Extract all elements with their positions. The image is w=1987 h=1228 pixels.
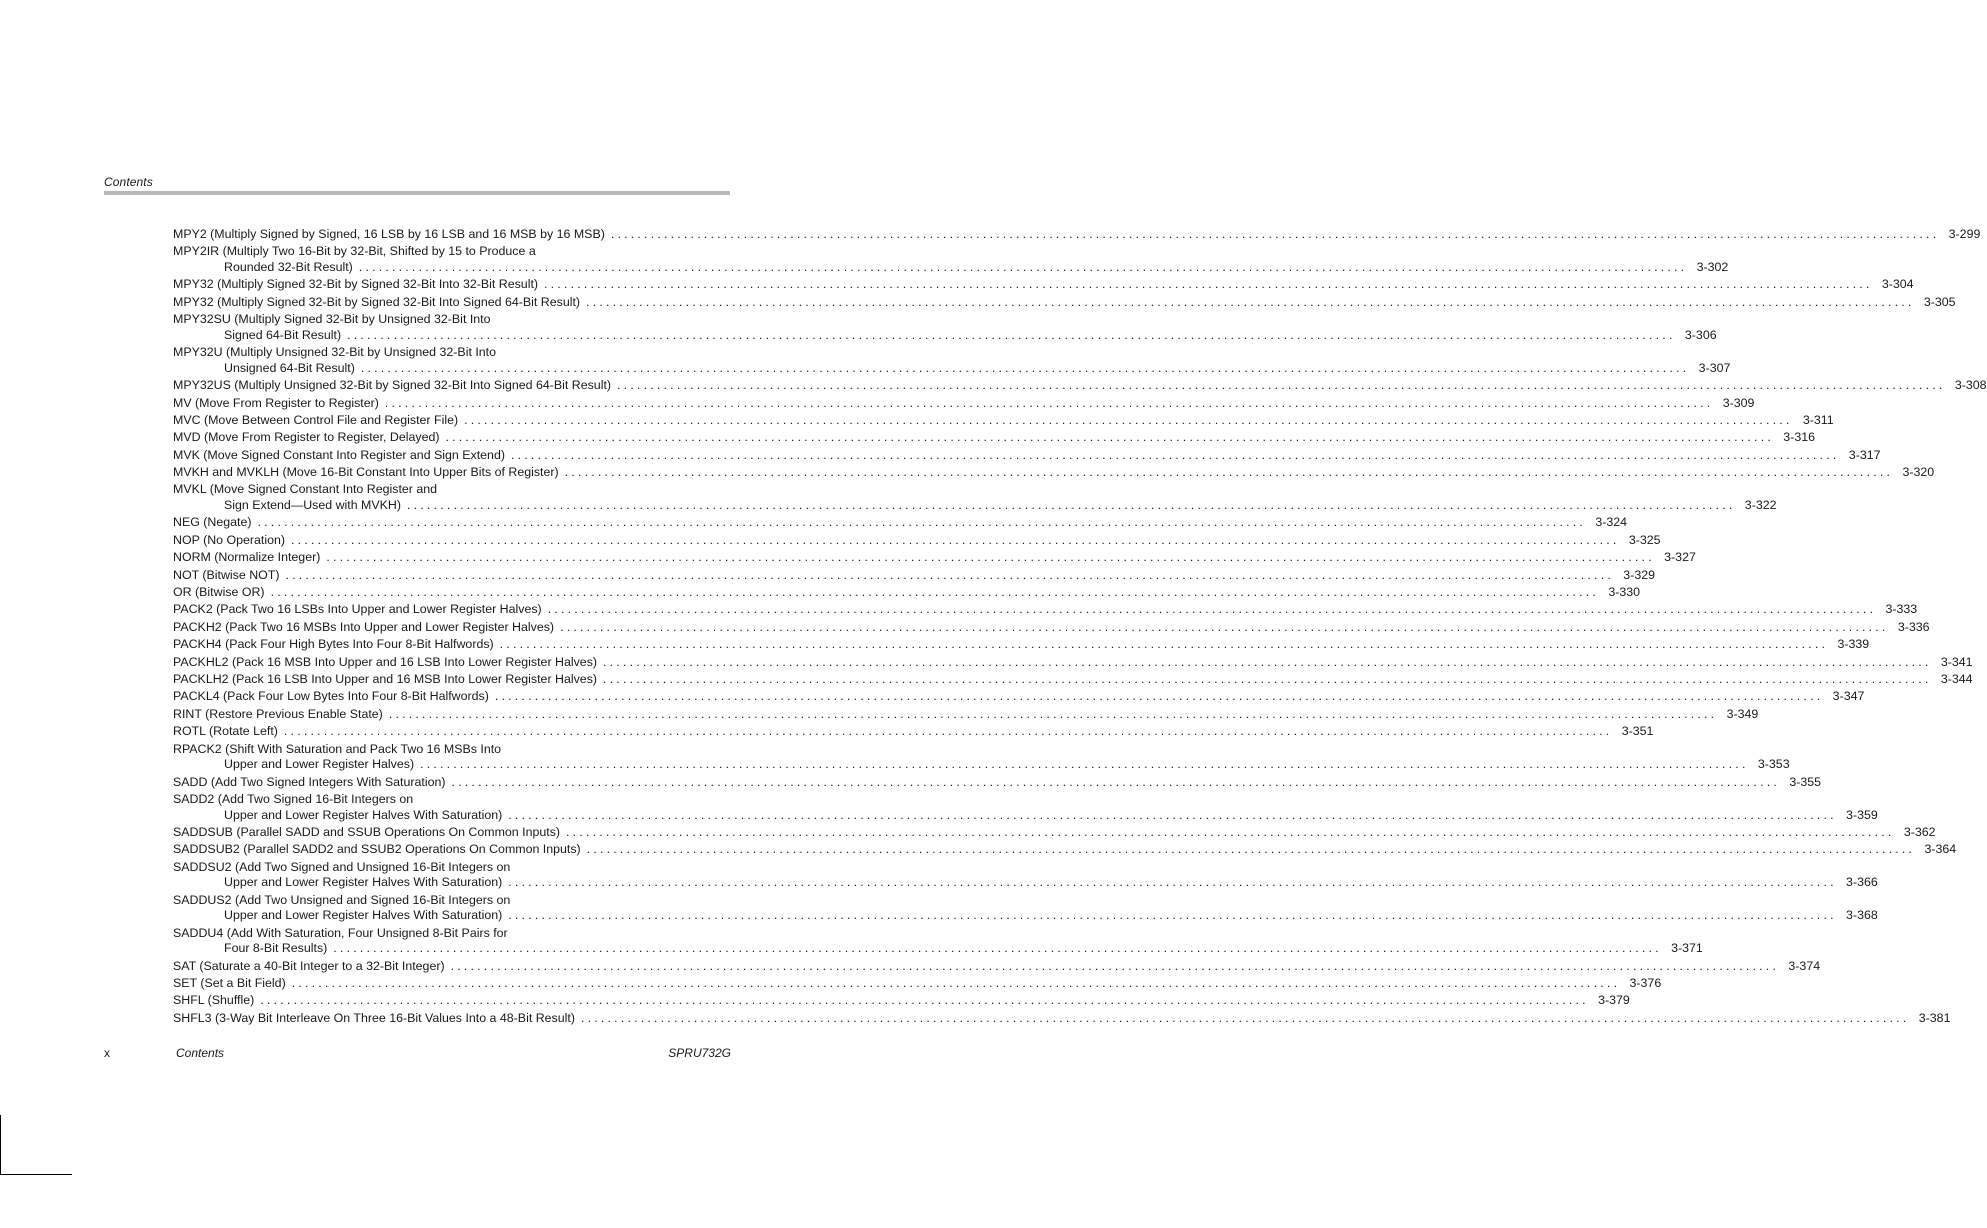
- toc-entry-title-line: [173, 482, 733, 498]
- toc-entry-text: Four 8-Bit Results): [224, 941, 328, 956]
- toc-entry[interactable]: [173, 925, 1703, 957]
- crop-mark-vertical: [0, 1115, 1, 1175]
- toc-entry-title-line: [173, 976, 1662, 992]
- toc-entry-text: MV (Move From Register to Register): [173, 395, 379, 410]
- toc-entry-page-number: 3-349: [1726, 706, 1759, 721]
- running-header-title: Contents: [104, 175, 153, 189]
- toc-entry-text: MPY32SU (Multiply Signed 32-Bit by Unsigned 32-Bit Into: [173, 312, 491, 327]
- toc-entry-text: RINT (Restore Previous Enable State): [173, 706, 383, 721]
- dot-leader: ........................................................................................................................................................................................................: [560, 619, 1889, 634]
- toc-entry-title-line: [173, 958, 1821, 975]
- toc-entry-page-number: 3-364: [1924, 842, 1957, 857]
- toc-entry-page-number: 3-371: [1671, 941, 1703, 956]
- toc-entry[interactable]: [173, 654, 1973, 671]
- toc-entry-title-line: [173, 619, 1930, 636]
- dot-leader: ........................................................................................................................................................................................................: [260, 993, 1589, 1008]
- toc-entry[interactable]: [173, 378, 1987, 394]
- toc-entry-title-line: [173, 430, 1815, 446]
- toc-entry-page-number: 3-333: [1885, 602, 1918, 617]
- dot-leader: ........................................................................................................................................................................................................: [291, 532, 1620, 547]
- dot-leader: ........................................................................................................................................................................................................: [358, 259, 1688, 274]
- toc-entry-text: PACKH4 (Pack Four High Bytes Into Four 8-Bit Halfwords): [173, 637, 494, 652]
- dot-leader: ........................................................................................................................................................................................................: [603, 671, 1932, 686]
- toc-entry[interactable]: [173, 774, 1822, 791]
- toc-entry-page-number: 3-379: [1598, 993, 1630, 1008]
- toc-entry-page-number: 3-316: [1783, 430, 1815, 445]
- dot-leader: ........................................................................................................................................................................................................: [451, 774, 1781, 789]
- dot-leader: ........................................................................................................................................................................................................: [285, 567, 1614, 582]
- dot-leader: ........................................................................................................................................................................................................: [508, 908, 1837, 923]
- toc-entry-title-line: [173, 532, 1661, 549]
- toc-entry-text: MVKL (Move Signed Constant Into Register and: [173, 482, 438, 497]
- toc-entry-page-number: 3-351: [1621, 724, 1654, 739]
- toc-entry-continuation-line: [173, 360, 1731, 377]
- toc-entry-text: SET (Set a Bit Field): [173, 976, 286, 991]
- toc-entry-text: MPY32 (Multiply Signed 32-Bit by Signed 32-Bit Into Signed 64-Bit Result): [173, 294, 581, 309]
- toc-entry-page-number: 3-330: [1608, 585, 1641, 600]
- toc-entry-page-number: 3-381: [1918, 1010, 1951, 1025]
- toc-entry[interactable]: [173, 294, 1956, 311]
- toc-entry-text: ROTL (Rotate Left): [173, 724, 278, 739]
- toc-entry[interactable]: [173, 689, 1865, 705]
- footer-title: Contents: [176, 1046, 225, 1060]
- toc-entry[interactable]: [173, 447, 1881, 464]
- toc-entry-title-line: [173, 345, 733, 361]
- dot-leader: ........................................................................................................................................................................................................: [547, 602, 1877, 617]
- toc-entry-page-number: 3-368: [1846, 908, 1878, 923]
- toc-entry-title-line: [173, 993, 1630, 1009]
- toc-entry-text: MPY32 (Multiply Signed 32-Bit by Signed 32-Bit Into 32-Bit Result): [173, 277, 539, 292]
- toc-entry-title-line: [173, 465, 1935, 481]
- toc-entry-continuation-line: [173, 259, 1729, 276]
- dot-leader: ........................................................................................................................................................................................................: [494, 689, 1824, 704]
- toc-entry-title-line: [173, 244, 733, 260]
- toc-entry-title-line: [173, 824, 1936, 841]
- toc-entry-text: Upper and Lower Register Halves): [224, 757, 415, 772]
- toc-entry[interactable]: [173, 602, 1918, 618]
- toc-entry[interactable]: [173, 859, 1878, 891]
- dot-leader: ........................................................................................................................................................................................................: [445, 430, 1774, 445]
- toc-entry-text: Signed 64-Bit Result): [224, 327, 342, 342]
- toc-entry-text: PACKLH2 (Pack 16 LSB Into Upper and 16 MSB Into Lower Register Halves): [173, 671, 598, 686]
- dot-leader: ........................................................................................................................................................................................................: [508, 807, 1837, 822]
- toc-entry-title-line: [173, 550, 1696, 566]
- toc-entry-page-number: 3-325: [1628, 532, 1661, 547]
- toc-entry-title-line: [173, 860, 733, 876]
- dot-leader: ........................................................................................................................................................................................................: [603, 654, 1932, 669]
- toc-entry-page-number: 3-341: [1940, 654, 1973, 669]
- toc-entry-title-line: [173, 774, 1822, 791]
- toc-entry-title-line: [173, 724, 1654, 740]
- toc-entry-text: PACKHL2 (Pack 16 MSB Into Upper and 16 LSB Into Lower Register Halves): [173, 654, 598, 669]
- dot-leader: ........................................................................................................................................................................................................: [586, 294, 1915, 309]
- toc-entry-text: MPY2IR (Multiply Two 16-Bit by 32-Bit, Shifted by 15 to Produce a: [173, 244, 536, 259]
- dot-leader: ........................................................................................................................................................................................................: [499, 637, 1829, 652]
- toc-entry-page-number: 3-327: [1664, 550, 1696, 565]
- toc-entry-page-number: 3-306: [1684, 327, 1717, 342]
- toc-entry-title-line: [173, 742, 733, 758]
- toc-entry[interactable]: [173, 1010, 1951, 1027]
- toc-entry[interactable]: [173, 976, 1662, 992]
- toc-entry-page-number: 3-299: [1948, 227, 1981, 241]
- toc-entry[interactable]: [173, 550, 1696, 566]
- dot-leader: ........................................................................................................................................................................................................: [257, 515, 1587, 530]
- toc-entry[interactable]: [173, 741, 1790, 773]
- dot-leader: ........................................................................................................................................................................................................: [283, 724, 1613, 739]
- toc-entry-text: Upper and Lower Register Halves With Saturation): [224, 875, 503, 890]
- crop-mark-horizontal: [0, 1174, 72, 1175]
- dot-leader: ........................................................................................................................................................................................................: [270, 585, 1600, 600]
- toc-entry-text: MPY2 (Multiply Signed by Signed, 16 LSB by 16 LSB and 16 MSB by 16 MSB): [173, 227, 605, 241]
- toc-entry-text: SADDSUB (Parallel SADD and SSUB Operations On Common Inputs): [173, 824, 561, 839]
- dot-leader: ........................................................................................................................................................................................................: [544, 277, 1873, 292]
- toc-entry-continuation-line: [173, 498, 1777, 514]
- toc-entry-text: SADD2 (Add Two Signed 16-Bit Integers on: [173, 791, 414, 806]
- toc-entry-page-number: 3-317: [1848, 447, 1881, 462]
- dot-leader: ........................................................................................................................................................................................................: [564, 465, 1894, 480]
- toc-entry-title-line: [173, 312, 733, 328]
- toc-entry-text: Unsigned 64-Bit Result): [224, 360, 355, 375]
- toc-entry-page-number: 3-302: [1696, 259, 1729, 274]
- toc-entry-page-number: 3-362: [1903, 824, 1936, 839]
- toc-entry[interactable]: [173, 637, 1870, 653]
- toc-entry-text: MVD (Move From Register to Register, Delayed): [173, 430, 440, 445]
- toc-entry-title-line: [173, 842, 1957, 858]
- toc-entry-text: MVKH and MVKLH (Move 16-Bit Constant Into Upper Bits of Register): [173, 465, 559, 480]
- dot-leader: ........................................................................................................................................................................................................: [450, 958, 1780, 973]
- toc-entry-page-number: 3-353: [1757, 757, 1790, 772]
- toc-entry-text: SAT (Saturate a 40-Bit Integer to a 32-Bit Integer): [173, 958, 445, 973]
- toc-entry[interactable]: [173, 277, 1914, 293]
- toc-entry-page-number: 3-347: [1832, 689, 1865, 704]
- toc-entry-page-number: 3-329: [1623, 567, 1655, 582]
- toc-entry-title-line: [173, 706, 1759, 723]
- toc-entry-page-number: 3-305: [1923, 294, 1956, 309]
- toc-entry-title-line: [173, 395, 1755, 412]
- toc-entry[interactable]: [173, 585, 1641, 601]
- toc-entry[interactable]: [173, 724, 1654, 740]
- dot-leader: ........................................................................................................................................................................................................: [610, 227, 1940, 241]
- toc-entry[interactable]: [173, 345, 1731, 376]
- toc-entry-text: PACKL4 (Pack Four Low Bytes Into Four 8-Bit Halfwords): [173, 689, 489, 704]
- toc-entry-title-line: [173, 926, 733, 942]
- dot-leader: ........................................................................................................................................................................................................: [464, 412, 1793, 427]
- toc-entry-text: SADDUS2 (Add Two Unsigned and Signed 16-Bit Integers on: [173, 892, 511, 907]
- toc-entry[interactable]: [173, 532, 1661, 549]
- toc-entry-title-line: [173, 671, 1973, 688]
- toc-entry-text: SADDSU2 (Add Two Signed and Unsigned 16-Bit Integers on: [173, 859, 511, 874]
- toc-entry-title-line: [173, 602, 1918, 618]
- toc-entry-continuation-line: [173, 807, 1878, 824]
- toc-entry-text: NEG (Negate): [173, 515, 252, 530]
- toc-entry-page-number: 3-322: [1744, 498, 1777, 513]
- dot-leader: ........................................................................................................................................................................................................: [291, 976, 1621, 991]
- toc-entry-title-line: [173, 637, 1870, 653]
- toc-entry-text: SADD (Add Two Signed Integers With Saturation): [173, 774, 446, 789]
- table-of-contents: [173, 227, 1987, 1028]
- dot-leader: ........................................................................................................................................................................................................: [510, 447, 1840, 462]
- toc-entry-page-number: 3-307: [1698, 360, 1731, 375]
- dot-leader: ........................................................................................................................................................................................................: [360, 360, 1690, 375]
- toc-entry-page-number: 3-304: [1881, 277, 1914, 292]
- toc-entry-text: OR (Bitwise OR): [173, 585, 265, 600]
- toc-entry[interactable]: [173, 824, 1936, 841]
- dot-leader: ........................................................................................................................................................................................................: [566, 824, 1895, 839]
- toc-entry-text: SHFL (Shuffle): [173, 993, 255, 1008]
- toc-entry-continuation-line: [173, 875, 1878, 891]
- toc-entry-text: MPY32US (Multiply Unsigned 32-Bit by Signed 32-Bit Into Signed 64-Bit Result): [173, 378, 612, 393]
- toc-entry-text: NOP (No Operation): [173, 532, 286, 547]
- toc-entry-title-line: [173, 277, 1914, 293]
- toc-entry-page-number: 3-339: [1837, 637, 1870, 652]
- toc-entry[interactable]: [173, 312, 1717, 343]
- toc-entry-page-number: 3-355: [1789, 774, 1822, 789]
- dot-leader: ........................................................................................................................................................................................................: [420, 757, 1749, 772]
- toc-entry[interactable]: [173, 482, 1777, 513]
- toc-entry-page-number: 3-309: [1722, 395, 1755, 410]
- toc-entry-title-line: [173, 792, 733, 808]
- footer-document-id: SPRU732G: [668, 1046, 731, 1060]
- toc-entry-title-line: [173, 1010, 1951, 1027]
- toc-entry-text: SHFL3 (3-Way Bit Interleave On Three 16-Bit Values Into a 48-Bit Result): [173, 1010, 575, 1025]
- toc-entry-text: MPY32U (Multiply Unsigned 32-Bit by Unsigned 32-Bit Into: [173, 345, 496, 360]
- toc-entry[interactable]: [173, 993, 1630, 1009]
- toc-entry-page-number: 3-359: [1846, 807, 1878, 822]
- toc-entry[interactable]: [173, 671, 1973, 688]
- toc-entry-title-line: [173, 412, 1834, 429]
- dot-leader: ........................................................................................................................................................................................................: [406, 498, 1736, 513]
- toc-entry-page-number: 3-376: [1629, 976, 1662, 991]
- dot-leader: ........................................................................................................................................................................................................: [617, 378, 1946, 393]
- dot-leader: ........................................................................................................................................................................................................: [586, 842, 1916, 857]
- toc-entry[interactable]: [173, 567, 1655, 584]
- toc-entry-title-line: [173, 893, 733, 909]
- toc-entry-continuation-line: [173, 757, 1790, 773]
- toc-entry-text: MVC (Move Between Control File and Register File): [173, 412, 459, 427]
- dot-leader: ........................................................................................................................................................................................................: [326, 550, 1655, 565]
- toc-entry-page-number: 3-336: [1897, 619, 1930, 634]
- toc-entry-title-line: [173, 654, 1973, 671]
- toc-entry-title-line: [173, 585, 1641, 601]
- toc-entry-text: Upper and Lower Register Halves With Saturation): [224, 908, 503, 923]
- dot-leader: ........................................................................................................................................................................................................: [580, 1010, 1910, 1025]
- footer-page-number: x: [104, 1046, 110, 1060]
- toc-entry[interactable]: [173, 430, 1815, 446]
- toc-entry-page-number: 3-308: [1954, 378, 1987, 393]
- toc-entry[interactable]: [173, 958, 1821, 975]
- toc-entry[interactable]: [173, 892, 1878, 924]
- toc-entry-continuation-line: [173, 327, 1717, 344]
- toc-entry[interactable]: [173, 515, 1628, 531]
- toc-entry-text: Sign Extend—Used with MVKH): [224, 498, 401, 513]
- toc-entry-title-line: [173, 447, 1881, 464]
- toc-entry[interactable]: [173, 227, 1981, 243]
- toc-entry-title-line: [173, 515, 1628, 531]
- toc-entry[interactable]: [173, 842, 1957, 858]
- dot-leader: ........................................................................................................................................................................................................: [333, 941, 1662, 956]
- toc-entry[interactable]: [173, 395, 1755, 412]
- toc-entry-continuation-line: [173, 941, 1703, 957]
- dot-leader: ........................................................................................................................................................................................................: [384, 395, 1714, 410]
- toc-entry-title-line: [173, 378, 1987, 394]
- toc-entry[interactable]: [173, 706, 1759, 723]
- toc-entry-page-number: 3-374: [1788, 958, 1821, 973]
- toc-entry-continuation-line: [173, 908, 1878, 924]
- toc-entry-text: Rounded 32-Bit Result): [224, 259, 353, 274]
- toc-entry[interactable]: [173, 619, 1930, 636]
- toc-entry-title-line: [173, 227, 1981, 243]
- toc-entry-title-line: [173, 294, 1956, 311]
- toc-entry[interactable]: [173, 791, 1878, 823]
- toc-entry[interactable]: [173, 244, 1729, 275]
- toc-entry-title-line: [173, 567, 1655, 584]
- toc-entry-text: SADDSUB2 (Parallel SADD2 and SSUB2 Operations On Common Inputs): [173, 842, 581, 857]
- dot-leader: ........................................................................................................................................................................................................: [388, 706, 1718, 721]
- toc-entry-text: PACK2 (Pack Two 16 LSBs Into Upper and Lower Register Halves): [173, 602, 542, 617]
- header-rule: [104, 191, 730, 195]
- toc-entry[interactable]: [173, 412, 1834, 429]
- toc-entry-text: NORM (Normalize Integer): [173, 550, 321, 565]
- toc-entry-page-number: 3-344: [1940, 671, 1973, 686]
- toc-entry-text: NOT (Bitwise NOT): [173, 567, 280, 582]
- toc-entry-text: SADDU4 (Add With Saturation, Four Unsigned 8-Bit Pairs for: [173, 925, 508, 940]
- toc-entry-page-number: 3-311: [1802, 412, 1834, 427]
- toc-entry[interactable]: [173, 465, 1935, 481]
- toc-entry-text: MVK (Move Signed Constant Into Register and Sign Extend): [173, 447, 505, 462]
- toc-entry-title-line: [173, 689, 1865, 705]
- toc-entry-page-number: 3-320: [1902, 465, 1935, 480]
- dot-leader: ........................................................................................................................................................................................................: [347, 327, 1676, 342]
- dot-leader: ........................................................................................................................................................................................................: [508, 875, 1837, 890]
- toc-entry-text: PACKH2 (Pack Two 16 MSBs Into Upper and Lower Register Halves): [173, 619, 555, 634]
- toc-entry-page-number: 3-324: [1595, 515, 1628, 530]
- toc-entry-page-number: 3-366: [1846, 875, 1878, 890]
- toc-entry-text: Upper and Lower Register Halves With Saturation): [224, 807, 503, 822]
- toc-entry-text: RPACK2 (Shift With Saturation and Pack Two 16 MSBs Into: [173, 741, 502, 756]
